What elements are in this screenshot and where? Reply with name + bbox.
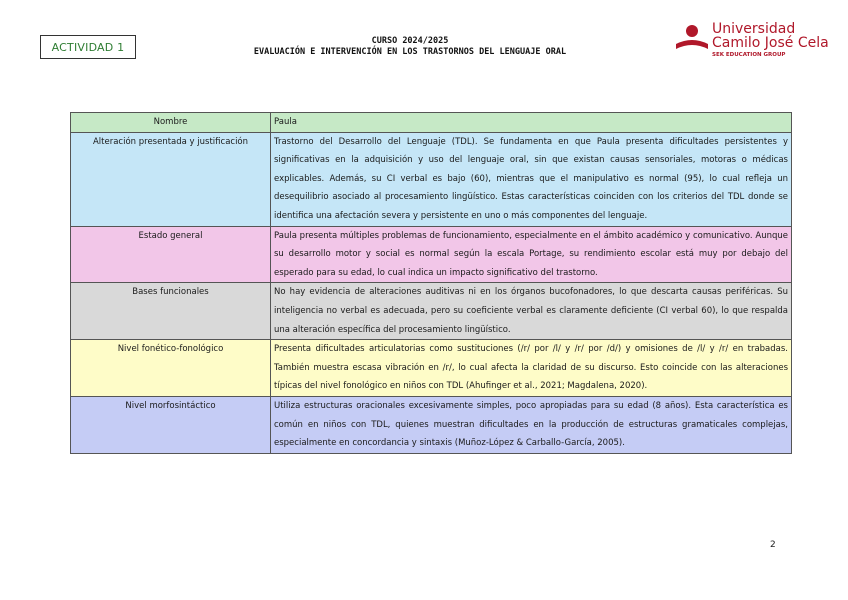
row-label: Estado general <box>71 226 271 283</box>
table-row <box>71 340 792 397</box>
table-row <box>71 113 792 133</box>
activity-label: ACTIVIDAD 1 <box>40 35 136 59</box>
table-row <box>71 283 792 340</box>
page-number: 2 <box>770 540 776 550</box>
table-row <box>71 132 792 226</box>
table-row <box>71 226 792 283</box>
row-content: Paula presenta múltiples problemas de funcionamiento, especialmente en el ámbito académico y comunicativo. Aunque su desarrollo motor y social es normal según la escala Portage, su rendimiento escolar está muy por debajo del esperado para su edad, lo cual indica un impacto significativo del trastorno. <box>271 226 792 283</box>
row-label: Nivel fonético-fonológico <box>71 340 271 397</box>
logo-line-3: SEK EDUCATION GROUP <box>712 52 786 58</box>
row-content: Paula <box>271 113 792 133</box>
ucjc-emblem-icon <box>674 22 710 56</box>
row-label: Alteración presentada y justificación <box>71 132 271 226</box>
row-label: Bases funcionales <box>71 283 271 340</box>
row-content: Presenta dificultades articulatorias como sustituciones (/r/ por /l/ y /r/ por /d/) y omisiones de /l/ y /r/ en trabadas. También muestra escasa vibración en /r/, lo cual afecta la claridad de su discurso. Esto coincide con las alteraciones típicas del nivel fonológico en niños con TDL (Ahufinger et al., 2021; Magdalena, 2020). <box>271 340 792 397</box>
evaluation-table <box>70 112 792 454</box>
row-label: Nombre <box>71 113 271 133</box>
subject-title: EVALUACIÓN E INTERVENCIÓN EN LOS TRASTORNOS DEL LENGUAJE ORAL <box>253 47 567 57</box>
document-header <box>180 36 640 58</box>
row-content: Utiliza estructuras oracionales excesivamente simples, poco apropiadas para su edad (8 años). Esta característica es común en niños con TDL, quienes muestran dificultades en la producción de estructuras gramaticales complejas, especialmente en concordancia y sintaxis (Muñoz-López & Carballo-García, 2005). <box>271 396 792 453</box>
row-content: No hay evidencia de alteraciones auditivas ni en los órganos bucofonadores, lo que descarta causas periféricas. Su inteligencia no verbal es adecuada, pero su coeficiente verbal es claramente deficiente (CI verbal 60), lo que respalda una alteración específica del procesamiento lingüístico. <box>271 283 792 340</box>
table-row <box>71 396 792 453</box>
course-title: CURSO 2024/2025 <box>371 36 449 46</box>
row-content: Trastorno del Desarrollo del Lenguaje (TDL). Se fundamenta en que Paula presenta dificultades persistentes y significativas en la adquisición y uso del lenguaje oral, sin que existan causas sensoriales, motoras o médicas explicables. Además, su CI verbal es bajo (60), mientras que el manipulativo es normal (95), lo cual refleja un desequilibrio asociado al procesamiento lingüístico. Estas características coinciden con los criterios del TDL donde se identifica una afectación severa y persistente en uno o más componentes del lenguaje. <box>271 132 792 226</box>
logo-line-2: Camilo José Cela <box>712 35 829 51</box>
logo-line-1: Universidad <box>712 21 796 37</box>
row-label: Nivel morfosintáctico <box>71 396 271 453</box>
university-logo <box>674 22 834 64</box>
